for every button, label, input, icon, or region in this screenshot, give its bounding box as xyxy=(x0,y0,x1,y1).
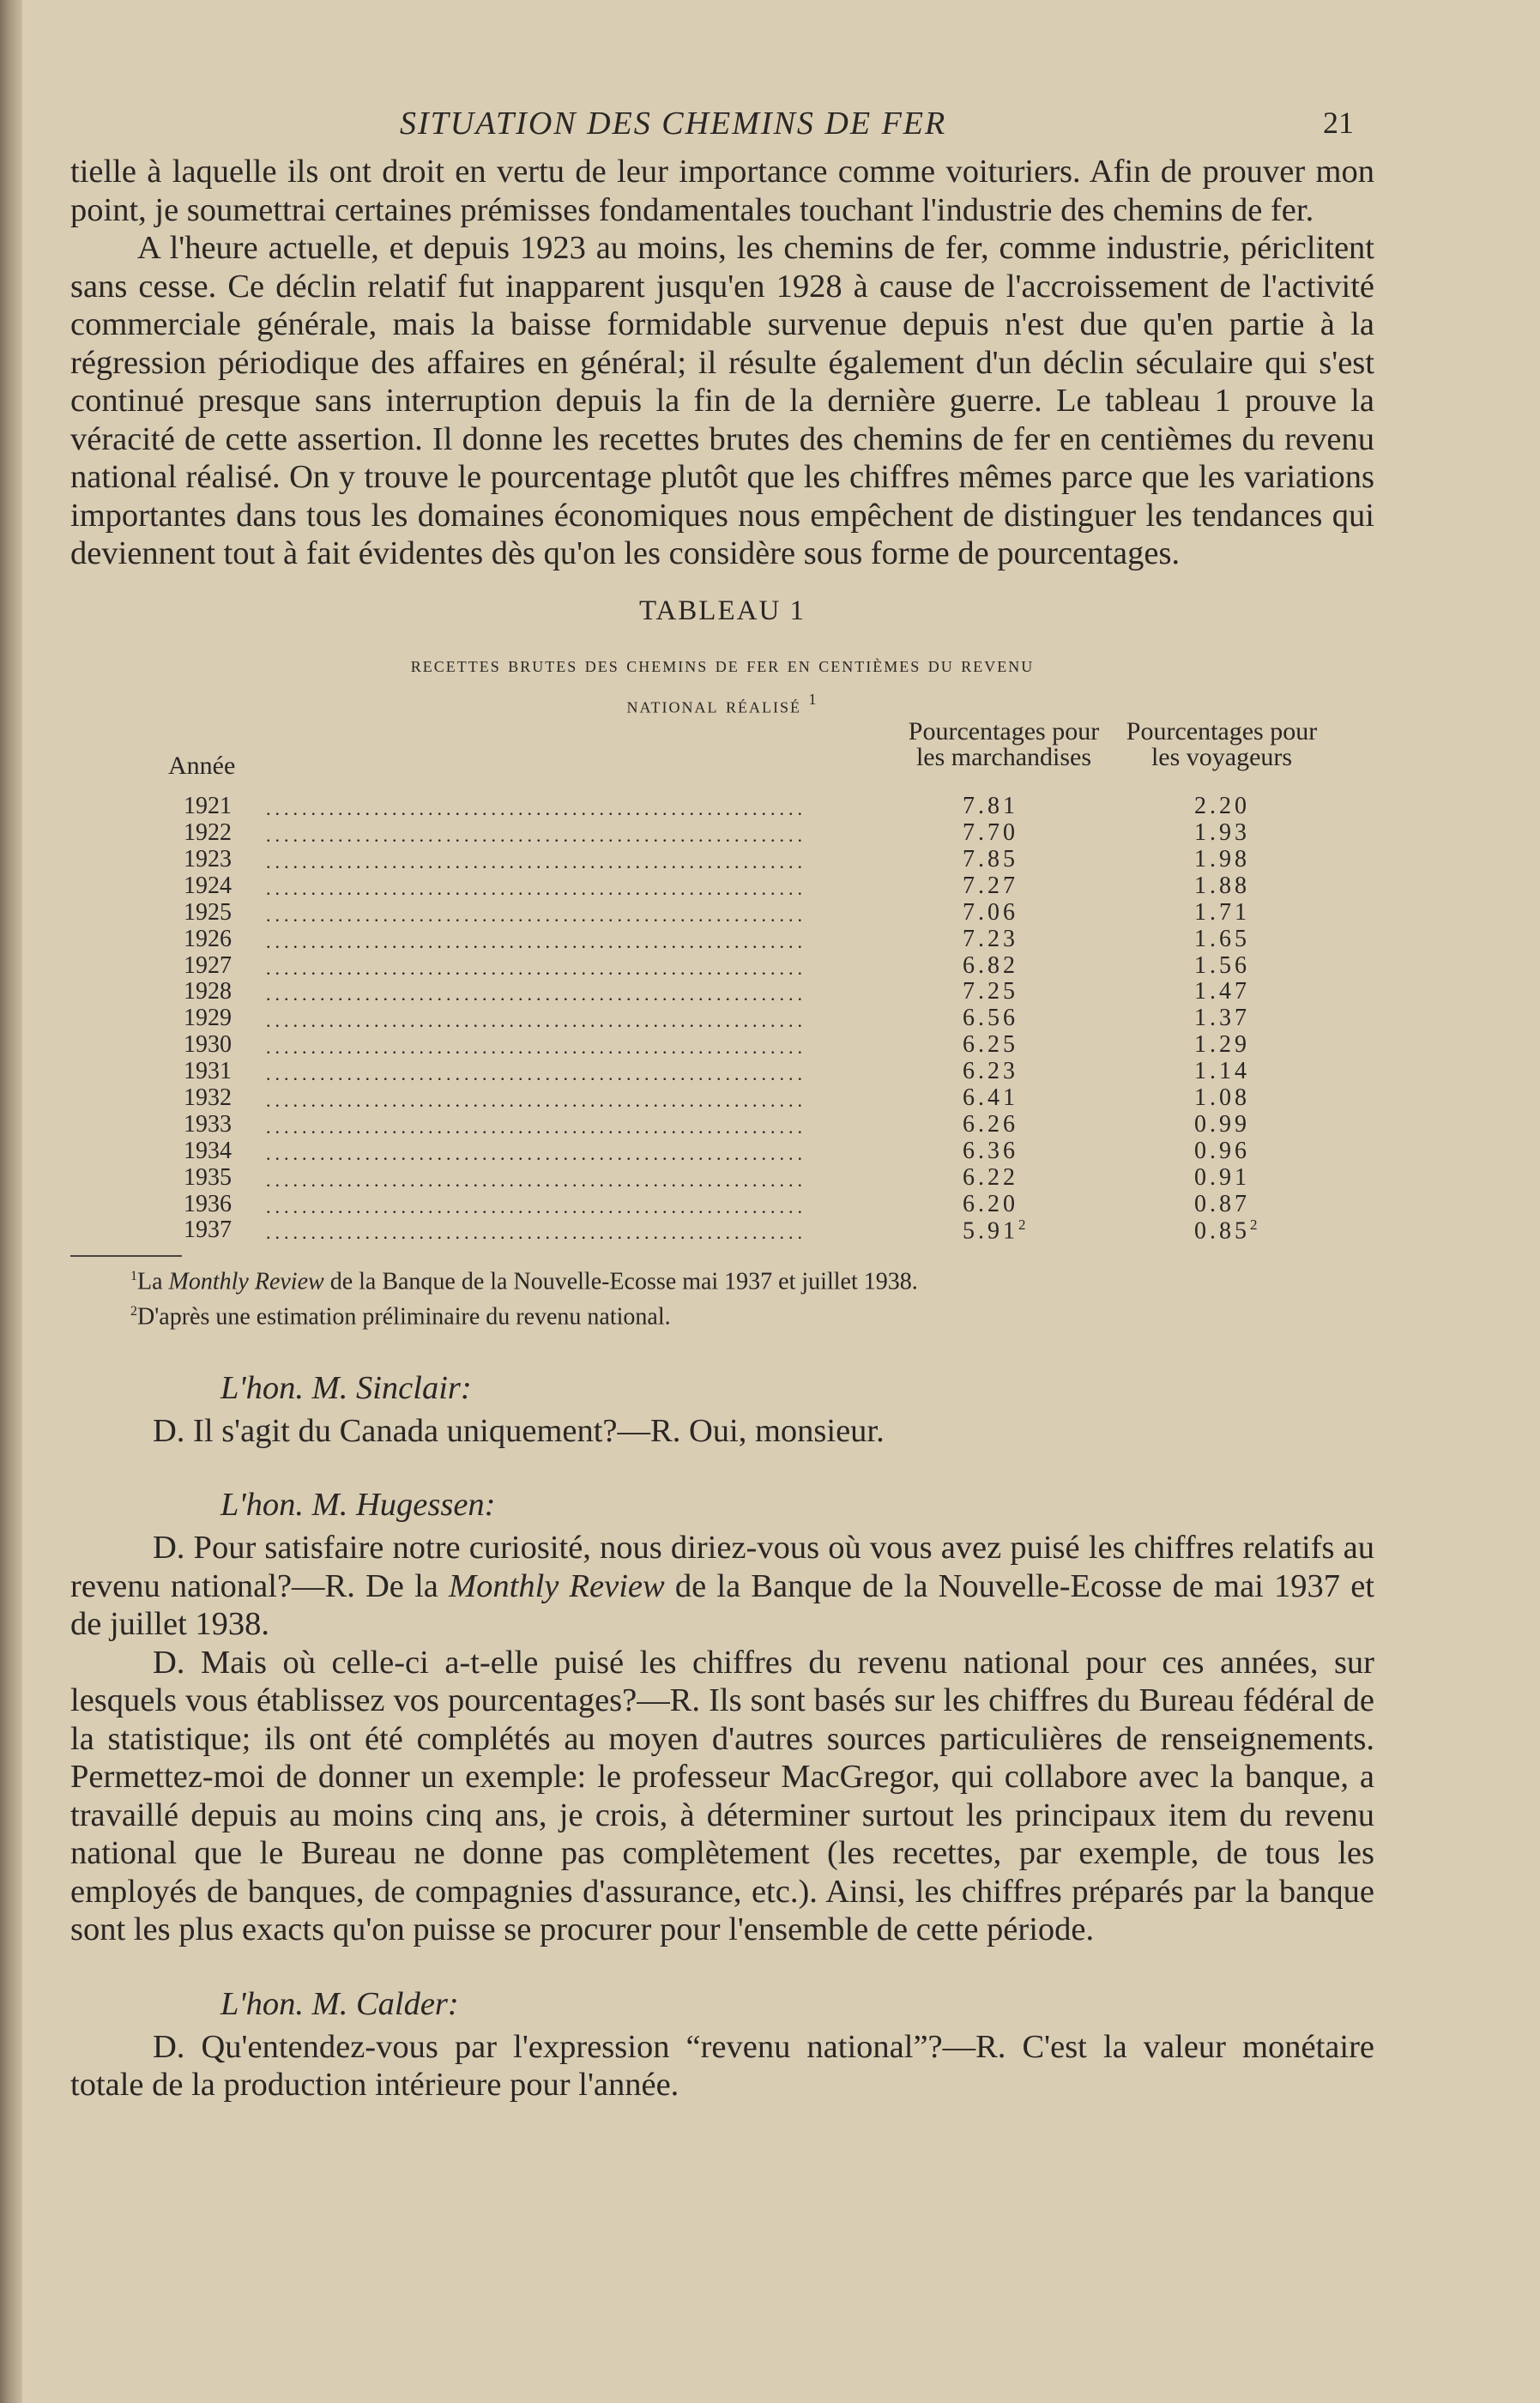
row-goods-value: 7.70 xyxy=(963,819,1018,847)
table-body xyxy=(70,793,1374,1243)
row-year: 1926 xyxy=(184,925,232,952)
row-passengers-cell xyxy=(1194,1217,1258,1245)
footnote-number: 2 xyxy=(130,1303,137,1319)
row-year: 1931 xyxy=(184,1058,232,1085)
speaker-sinclair: L'hon. M. Sinclair: xyxy=(220,1369,472,1406)
row-goods-cell xyxy=(963,952,1018,980)
page xyxy=(70,101,1374,2104)
row-year: 1935 xyxy=(184,1163,232,1191)
row-year: 1928 xyxy=(184,978,232,1005)
table-row xyxy=(70,952,1374,979)
row-goods-value: 7.27 xyxy=(963,872,1018,899)
row-goods-value: 7.25 xyxy=(963,978,1018,1005)
row-passengers-value: 0.85 xyxy=(1194,1217,1250,1245)
row-leader-dots: ............................................................ xyxy=(266,1115,806,1133)
footnote xyxy=(70,1262,1374,1296)
row-goods-value: 6.22 xyxy=(963,1163,1018,1191)
row-goods-value: 7.06 xyxy=(963,898,1018,926)
row-year: 1930 xyxy=(184,1031,232,1059)
question-1: D. Il s'agit du Canada uniquement?—R. Oui, monsieur. xyxy=(153,1412,885,1449)
footnote-rule xyxy=(70,1255,182,1257)
row-passengers-value: 1.93 xyxy=(1194,819,1250,847)
book-spine-shadow xyxy=(0,0,22,2403)
question-2-text-b: de la Banque de la Nouvelle-Ecosse de mai 1937 et de juillet 1938. xyxy=(70,1567,1374,1643)
footnotes xyxy=(70,1262,1374,1331)
row-year: 1923 xyxy=(184,845,232,872)
row-passengers-cell xyxy=(1194,793,1250,820)
table-row xyxy=(70,1031,1374,1058)
row-goods-note-sup xyxy=(1018,1217,1026,1233)
row-passengers-cell xyxy=(1194,1058,1250,1085)
row-passengers-note: 2 xyxy=(1250,1217,1258,1234)
row-year: 1932 xyxy=(184,1084,232,1111)
row-leader-dots: ............................................................ xyxy=(266,850,806,868)
row-leader-dots: ............................................................ xyxy=(266,1168,806,1186)
row-goods-cell xyxy=(963,1217,1026,1245)
table-row xyxy=(70,926,1374,952)
table-row xyxy=(70,1084,1374,1111)
row-goods-cell xyxy=(963,899,1018,927)
row-goods-value: 7.23 xyxy=(963,925,1018,952)
row-passengers-value: 1.98 xyxy=(1194,845,1250,872)
row-passengers-note-sup xyxy=(1250,1217,1258,1233)
speaker-hugessen: L'hon. M. Hugessen: xyxy=(220,1487,496,1524)
row-passengers-cell xyxy=(1194,1031,1250,1059)
row-goods-value: 7.85 xyxy=(963,845,1018,872)
row-goods-value: 6.56 xyxy=(963,1005,1018,1032)
table-row xyxy=(70,1058,1374,1084)
question-2-work-title: Monthly Review xyxy=(449,1567,665,1604)
row-passengers-value: 0.87 xyxy=(1194,1190,1250,1217)
row-passengers-value: 1.71 xyxy=(1194,898,1250,926)
table-row xyxy=(70,846,1374,872)
table-row xyxy=(70,793,1374,819)
footnote xyxy=(70,1297,1374,1331)
row-goods-cell xyxy=(963,846,1018,873)
row-goods-value: 5.91 xyxy=(963,1217,1018,1245)
row-year: 1936 xyxy=(184,1190,232,1217)
table-row xyxy=(70,872,1374,899)
row-goods-cell xyxy=(963,819,1018,847)
row-passengers-cell xyxy=(1194,846,1250,873)
row-goods-value: 6.82 xyxy=(963,951,1018,979)
running-title: SITUATION DES CHEMINS DE FER xyxy=(400,106,947,142)
row-leader-dots: ............................................................ xyxy=(266,903,806,921)
question-2-text-a: D. Pour satisfaire notre curiosité, nous diriez-vous où vous avez puisé les chiffres relatifs au revenu national?—R. De la xyxy=(70,1530,1374,1604)
table-row xyxy=(70,1191,1374,1217)
speaker-calder: L'hon. M. Calder: xyxy=(220,1985,459,2022)
footnote-text: La xyxy=(137,1268,169,1295)
table-column-headers xyxy=(70,717,1374,793)
row-passengers-cell xyxy=(1194,926,1250,953)
row-passengers-value: 1.14 xyxy=(1194,1058,1250,1085)
page-number: 21 xyxy=(1323,106,1354,140)
row-goods-value: 6.25 xyxy=(963,1031,1018,1059)
row-goods-value: 6.36 xyxy=(963,1137,1018,1164)
column-header-goods: Pourcentages pour les marchandises xyxy=(908,717,1100,772)
row-passengers-cell xyxy=(1194,1191,1250,1218)
row-leader-dots: ............................................................ xyxy=(266,798,806,816)
table-title: TABLEAU 1 xyxy=(638,595,806,626)
row-goods-value: 7.81 xyxy=(963,793,1018,820)
row-goods-note: 2 xyxy=(1018,1217,1026,1234)
row-leader-dots: ............................................................ xyxy=(266,930,806,948)
row-goods-cell xyxy=(963,1031,1018,1059)
row-leader-dots: ............................................................ xyxy=(266,1195,806,1213)
row-passengers-cell xyxy=(1194,1111,1250,1138)
row-passengers-cell xyxy=(1194,872,1250,900)
table-row xyxy=(70,1138,1374,1164)
row-year: 1921 xyxy=(184,793,232,820)
footnote-text-tail: de la Banque de la Nouvelle-Ecosse mai 1937 et juillet 1938. xyxy=(323,1268,918,1295)
row-goods-cell xyxy=(963,978,1018,1005)
row-year: 1925 xyxy=(184,898,232,926)
row-year: 1937 xyxy=(184,1217,232,1244)
row-leader-dots: ............................................................ xyxy=(266,1063,806,1081)
row-passengers-cell xyxy=(1194,819,1250,847)
table-caption xyxy=(70,648,1374,723)
row-passengers-value: 1.47 xyxy=(1194,978,1250,1005)
row-goods-cell xyxy=(963,1164,1018,1192)
row-goods-cell xyxy=(963,1111,1018,1138)
row-passengers-value: 0.96 xyxy=(1194,1137,1250,1164)
row-leader-dots: ............................................................ xyxy=(266,877,806,895)
table-row xyxy=(70,819,1374,846)
column-header-passengers: Pourcentages pour les voyageurs xyxy=(1126,717,1318,772)
row-passengers-value: 1.29 xyxy=(1194,1031,1250,1059)
row-leader-dots: ............................................................ xyxy=(266,957,806,975)
footnote-text: D'après une estimation préliminaire du revenu national. xyxy=(137,1302,671,1330)
column-header-year: Année xyxy=(168,752,236,781)
row-goods-value: 6.23 xyxy=(963,1058,1018,1085)
row-goods-cell xyxy=(963,1191,1018,1218)
row-passengers-value: 1.08 xyxy=(1194,1084,1250,1111)
row-year: 1929 xyxy=(184,1005,232,1032)
row-passengers-value: 0.91 xyxy=(1194,1163,1250,1191)
row-leader-dots: ............................................................ xyxy=(266,1222,806,1240)
row-year: 1934 xyxy=(184,1137,232,1164)
footnote-number: 1 xyxy=(130,1269,137,1284)
table-row xyxy=(70,1217,1374,1243)
row-passengers-value: 0.99 xyxy=(1194,1110,1250,1138)
row-goods-cell xyxy=(963,1138,1018,1165)
running-head xyxy=(70,101,1374,153)
table-caption-line-2 xyxy=(70,682,1374,723)
table-row xyxy=(70,978,1374,1005)
row-leader-dots: ............................................................ xyxy=(266,1089,806,1107)
row-passengers-value: 2.20 xyxy=(1194,793,1250,820)
paragraph-intro-1: tielle à laquelle ils ont droit en vertu de leur importance comme voituriers. Afin de prouver mon point, je soumettrai certaines prémisses fondamentales touchant l'industrie des chemins de fer. xyxy=(70,154,1374,228)
question-4: D. Qu'entendez-vous par l'expression “revenu national”?—R. C'est la valeur monétaire totale de la production intérieure pour l'année. xyxy=(70,2028,1374,2104)
row-passengers-value: 1.88 xyxy=(1194,872,1250,899)
row-year: 1922 xyxy=(184,819,232,847)
row-year: 1933 xyxy=(184,1110,232,1138)
row-leader-dots: ............................................................ xyxy=(266,1036,806,1054)
row-passengers-cell xyxy=(1194,952,1250,980)
row-leader-dots: ............................................................ xyxy=(266,1010,806,1028)
row-passengers-value: 1.37 xyxy=(1194,1005,1250,1032)
row-goods-value: 6.26 xyxy=(963,1110,1018,1138)
table-row xyxy=(70,1111,1374,1138)
row-goods-value: 6.41 xyxy=(963,1084,1018,1111)
row-passengers-cell xyxy=(1194,899,1250,927)
row-goods-cell xyxy=(963,1084,1018,1112)
row-passengers-cell xyxy=(1194,1164,1250,1192)
row-goods-cell xyxy=(963,872,1018,900)
table-row xyxy=(70,1164,1374,1191)
row-leader-dots: ............................................................ xyxy=(266,983,806,1001)
row-passengers-value: 1.56 xyxy=(1194,951,1250,979)
row-goods-cell xyxy=(963,1058,1018,1085)
row-leader-dots: ............................................................ xyxy=(266,824,806,842)
row-year: 1927 xyxy=(184,951,232,979)
row-goods-cell xyxy=(963,793,1018,820)
table-caption-line-1: recettes brutes des chemins de fer en centièmes du revenu xyxy=(410,651,1035,677)
row-passengers-cell xyxy=(1194,1005,1250,1032)
row-goods-cell xyxy=(963,926,1018,953)
row-goods-cell xyxy=(963,1005,1018,1032)
row-passengers-cell xyxy=(1194,1084,1250,1112)
row-goods-value: 6.20 xyxy=(963,1190,1018,1217)
table-row xyxy=(70,899,1374,926)
row-leader-dots: ............................................................ xyxy=(266,1142,806,1160)
question-3: D. Mais où celle-ci a-t-elle puisé les chiffres du revenu national pour ces années, sur lesquels vous établissez vos pourcentages?—R. Ils sont basés sur les chiffres du Bureau fédéral de la statistique; ils ont été complétés au moyen d'autres sources particulières de renseignements. Permettez-moi de donner un exemple: le professeur MacGregor, qui collabore avec la banque, a travaillé depuis au moins cinq ans, je crois, à déterminer surtout les principaux item du revenu national que le Bureau ne donne pas complètement (les recettes, par exemple, de tous les employés de banques, de compagnies d'assurance, etc.). Ainsi, les chiffres préparés par la banque sont les plus exacts qu'on puisse se procurer pour l'ensemble de cette période. xyxy=(70,1644,1374,1948)
table-caption-line-2-text: national réalisé xyxy=(626,692,801,718)
footnote-work-title: Monthly Review xyxy=(168,1268,324,1295)
row-passengers-cell xyxy=(1194,1138,1250,1165)
row-passengers-cell xyxy=(1194,978,1250,1005)
table-row xyxy=(70,1005,1374,1031)
paragraph-intro-2: A l'heure actuelle, et depuis 1923 au moins, les chemins de fer, comme industrie, périclitent sans cesse. Ce déclin relatif fut inapparent jusqu'en 1928 à cause de l'accroissement de l'activité commerciale générale, mais la baisse formidable survenue depuis n'est due qu'en partie à la régression périodique des affaires en général; il résulte également d'un déclin séculaire qui s'est continué presque sans interruption depuis la fin de la dernière guerre. Le tableau 1 prouve la véracité de cette assertion. Il donne les recettes brutes des chemins de fer en centièmes du revenu national réalisé. On y trouve le pourcentage plutôt que les chiffres mêmes parce que les variations importantes dans tous les domaines économiques nous empêchent de distinguer les tendances qui deviennent tout à fait évidentes dès qu'on les considère sous forme de pourcentages. xyxy=(70,230,1374,571)
question-2 xyxy=(70,1529,1374,1644)
row-year: 1924 xyxy=(184,872,232,899)
table-caption-note: 1 xyxy=(808,690,818,708)
row-passengers-value: 1.65 xyxy=(1194,925,1250,952)
